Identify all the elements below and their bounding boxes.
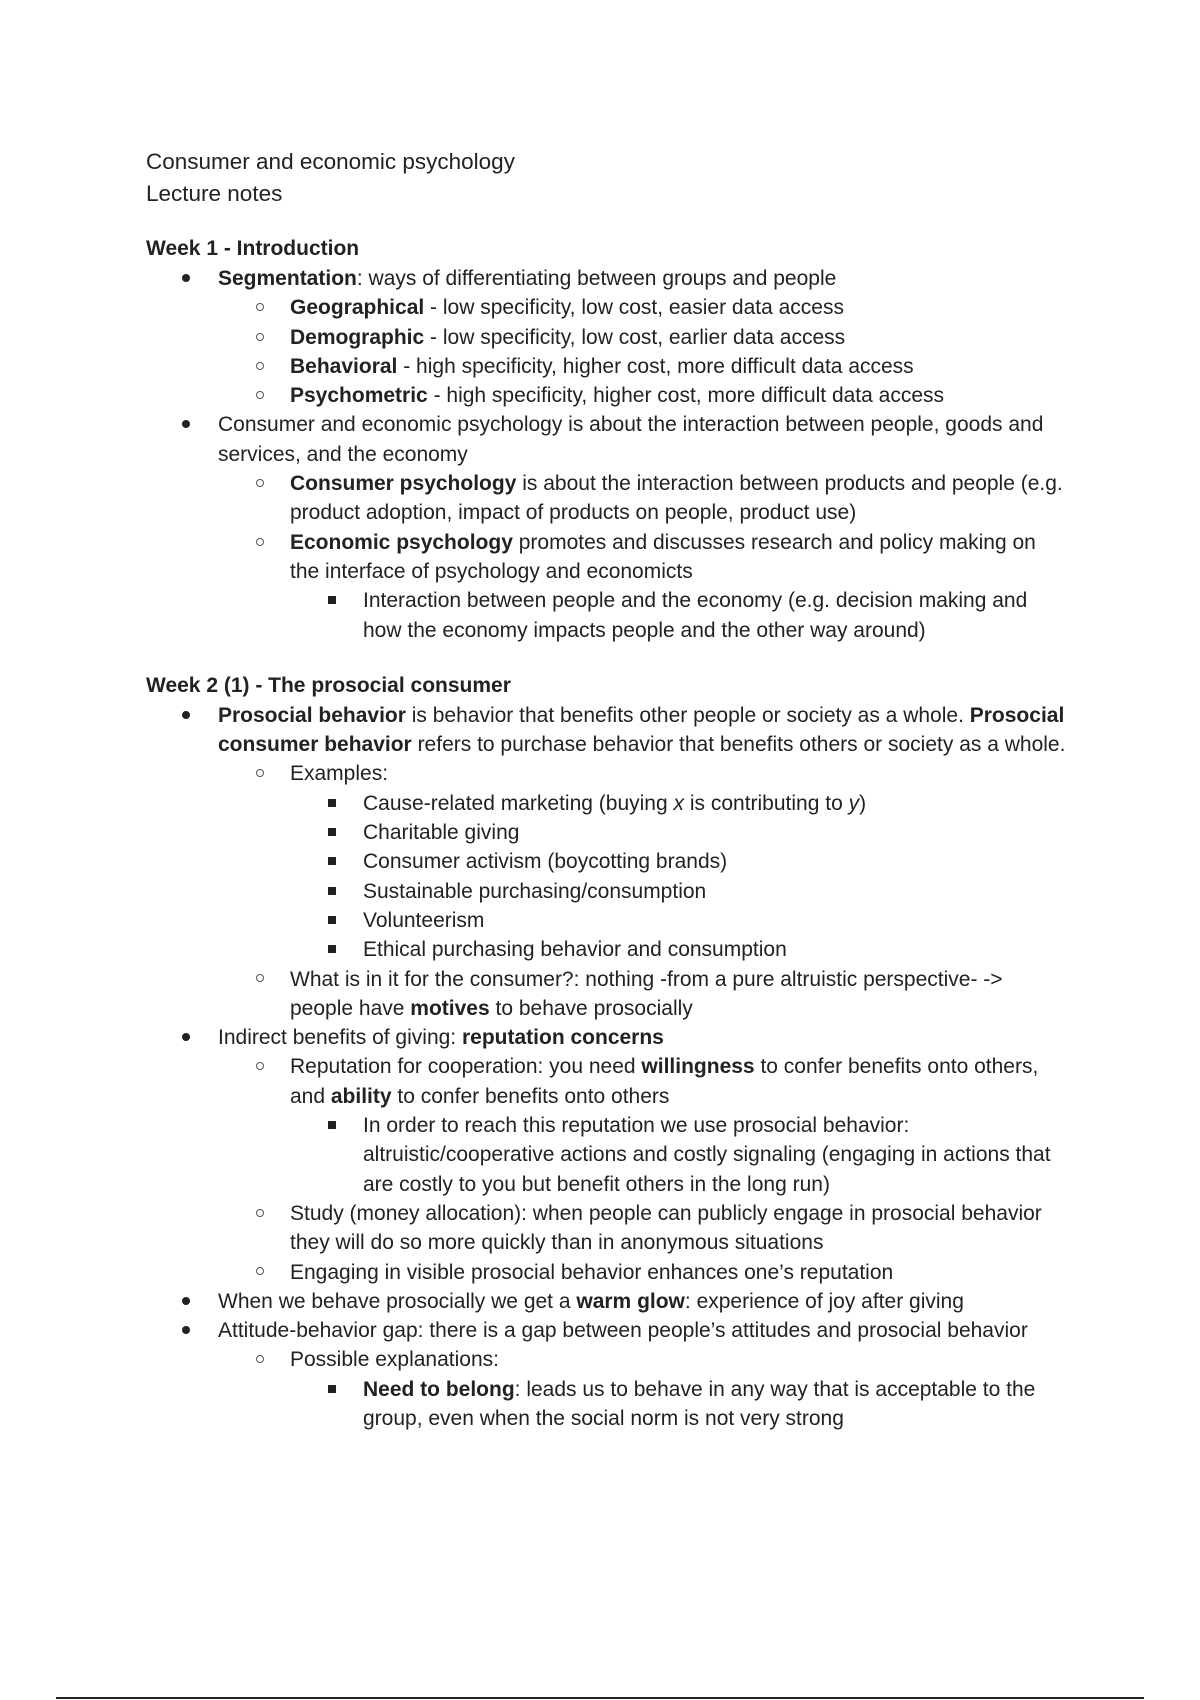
list-item: Indirect benefits of giving: reputation concerns xyxy=(146,1023,1066,1052)
square-bullet-icon xyxy=(322,1375,342,1404)
list-item: Consumer activism (boycotting brands) xyxy=(146,847,1066,876)
list-item: Need to belong: leads us to behave in any way that is acceptable to the group, even when the social norm is not very strong xyxy=(146,1375,1066,1434)
square-bullet-icon xyxy=(322,789,342,818)
list-item: What is in it for the consumer?: nothing -from a pure altruistic perspective- -> people have motives to behave prosocially xyxy=(146,965,1066,1024)
list-item: Attitude-behavior gap: there is a gap between people’s attitudes and prosocial behavior xyxy=(146,1316,1066,1345)
bullet-icon xyxy=(176,264,196,293)
list-item: Consumer psychology is about the interaction between products and people (e.g. product adoption, impact of products on people, product use) xyxy=(146,469,1066,528)
list-item: Engaging in visible prosocial behavior enhances one’s reputation xyxy=(146,1258,1066,1287)
list-item: Interaction between people and the economy (e.g. decision making and how the economy impacts people and the other way around) xyxy=(146,586,1066,645)
list-item: Behavioral - high specificity, higher cost, more difficult data access xyxy=(146,352,1066,381)
hollow-bullet-icon xyxy=(250,293,270,322)
bullet-icon xyxy=(176,1023,196,1052)
bullet-icon xyxy=(176,701,196,730)
list-item: Geographical - low specificity, low cost, easier data access xyxy=(146,293,1066,322)
square-bullet-icon xyxy=(322,877,342,906)
list-item: Examples: xyxy=(146,759,1066,788)
week2-heading: Week 2 (1) - The prosocial consumer xyxy=(146,673,511,697)
square-bullet-icon xyxy=(322,935,342,964)
bullet-icon xyxy=(176,1287,196,1316)
list-item: Possible explanations: xyxy=(146,1345,1066,1374)
hollow-bullet-icon xyxy=(250,1258,270,1287)
list-item: Segmentation: ways of differentiating between groups and people xyxy=(146,264,1066,293)
list-item: Economic psychology promotes and discusses research and policy making on the interface of psychology and economicts xyxy=(146,528,1066,587)
hollow-bullet-icon xyxy=(250,1052,270,1081)
hollow-bullet-icon xyxy=(250,469,270,498)
square-bullet-icon xyxy=(322,847,342,876)
square-bullet-icon xyxy=(322,1111,342,1140)
list-item: In order to reach this reputation we use prosocial behavior: altruistic/cooperative actions and costly signaling (engaging in actions that are costly to you but benefit others in the long run) xyxy=(146,1111,1066,1199)
square-bullet-icon xyxy=(322,906,342,935)
hollow-bullet-icon xyxy=(250,352,270,381)
list-item: Consumer and economic psychology is about the interaction between people, goods and services, and the economy xyxy=(146,410,1066,469)
hollow-bullet-icon xyxy=(250,1199,270,1228)
bullet-icon xyxy=(176,410,196,439)
hollow-bullet-icon xyxy=(250,323,270,352)
hollow-bullet-icon xyxy=(250,965,270,994)
document-subtitle: Lecture notes xyxy=(146,181,283,206)
hollow-bullet-icon xyxy=(250,528,270,557)
document-title: Consumer and economic psychology xyxy=(146,149,515,174)
list-item: Reputation for cooperation: you need willingness to confer benefits onto others, and ability to confer benefits onto others xyxy=(146,1052,1066,1111)
week1-heading: Week 1 - Introduction xyxy=(146,237,360,260)
square-bullet-icon xyxy=(322,586,342,615)
hollow-bullet-icon xyxy=(250,759,270,788)
hollow-bullet-icon xyxy=(250,1345,270,1374)
list-item: Prosocial behavior is behavior that benefits other people or society as a whole. Prosocial consumer behavior refers to purchase behavior that benefits others or society as a whole. xyxy=(146,701,1066,760)
list-item: Psychometric - high specificity, higher cost, more difficult data access xyxy=(146,381,1066,410)
list-item: Study (money allocation): when people can publicly engage in prosocial behavior they will do so more quickly than in anonymous situations xyxy=(146,1199,1066,1258)
list-item: Ethical purchasing behavior and consumption xyxy=(146,935,1066,964)
list-item: Charitable giving xyxy=(146,818,1066,847)
bullet-icon xyxy=(176,1316,196,1345)
document-body xyxy=(146,146,1066,1433)
list-item: Cause-related marketing (buying x is contributing to y) xyxy=(146,789,1066,818)
square-bullet-icon xyxy=(322,818,342,847)
hollow-bullet-icon xyxy=(250,381,270,410)
list-item: Volunteerism xyxy=(146,906,1066,935)
list-item: Demographic - low specificity, low cost, earlier data access xyxy=(146,323,1066,352)
page-bottom-rule xyxy=(56,1697,1144,1699)
list-item: When we behave prosocially we get a warm glow: experience of joy after giving xyxy=(146,1287,1066,1316)
list-item: Sustainable purchasing/consumption xyxy=(146,877,1066,906)
